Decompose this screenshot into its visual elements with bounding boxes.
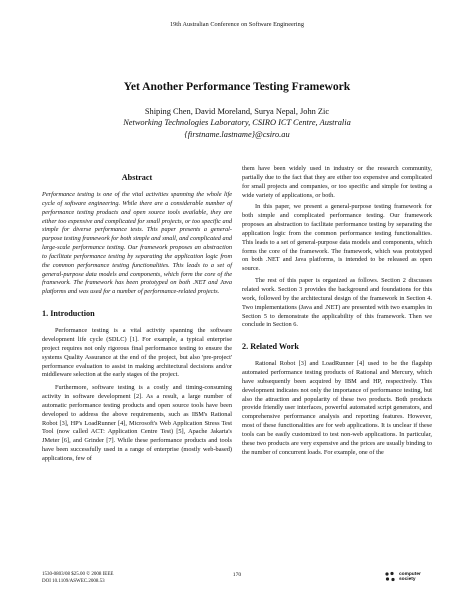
- abstract-heading: Abstract: [121, 173, 153, 182]
- related-work-heading: 2. Related Work: [242, 342, 299, 352]
- conference-header: 19th Australian Conference on Software Engineering: [170, 21, 304, 28]
- author-email: {firstname.lastname}@csiro.au: [184, 129, 290, 139]
- introduction-heading: 1. Introduction: [42, 309, 95, 319]
- author-names: Shiping Chen, David Moreland, Surya Nepal, John Zic: [144, 107, 330, 116]
- left-column: [42, 173, 232, 464]
- author-affiliation: Networking Technologies Laboratory, CSIRO ICT Centre, Australia: [123, 118, 351, 128]
- footer-doi: DOI 10.1109/ASWEC.2008.53: [42, 578, 105, 584]
- intro-paragraph-1: Performance testing is a vital activity spanning the software development life cycle (SDLC) [1]. For example, a typical enterprise project requires not only rigorous final performance testing to ensure the systems Quality Assurance at the end of the project, but also 'pre-project' performance evaluation to assist in making architectural decisions and/or middleware selection at the early stages of the project.: [42, 327, 232, 379]
- intro-paragraph-2: Furthermore, software testing is a costly and timing-consuming activity in software development [2]. As a result, a large number of automatic performance testing products and open source tools have been developed to address the above requirements, such as IBM's Rational Robot [3], HP's LoadRunner [4], Microsoft's Web Application Stress Test Tool (now called ACT: Application Centre Test) [5], Apache Jakarta's JMeter [6], and Grinder [7]. While these performance products and tools have been successfully used in a range of enterprise (mostly web-based) applications, few of: [42, 384, 232, 462]
- right-column: [242, 165, 432, 457]
- logo-text-computer: computer: [399, 571, 421, 577]
- related-work-paragraph: Rational Robot [3] and LoadRunner [4] used to be the flagship automated performance testing products of Rational and Mercury, which have subsequently been acquired by IBM and HP, respectively. This development indicates not only the importance of performance testing, but also the attraction and popularity of these two products. Both products provide friendly user interfaces, powerful automated script generators, and comprehensive performance analysis and reporting features. However, most of these functionalities are for web applications. It is unclear if these tools can be easily customized to test non-web applications. In particular, these two products are very expensive and the prices are usually binding to the number of concurrent loads. For example, one of the: [242, 360, 432, 456]
- intro-paragraph-continued: them have been widely used in industry or the research community, partially due to the fact that they are either too expensive and complicated for small projects and companies, or too specific and simple for testing a wide variety of applications, or both.: [242, 165, 432, 199]
- abstract-text: Performance testing is one of the vital activities spanning the whole life cycle of software engineering. While there are a considerable number of performance testing products and open source tools available, they are either too expensive and complicated for small projects, or too specific and simple for diverse performance tests. This paper presents a general-purpose testing framework for both simple and small, and complicated and large-scale performance testing. Our framework proposes an abstraction to facilitate performance testing by separating the application logic from the common performance testing functionalities. This leads to a set of general-purpose data models and components, which form the core of the framework. The framework has been prototyped on both .NET and Java platforms and was used for a number of performance-related projects.: [42, 191, 232, 296]
- computer-society-logo: [383, 568, 431, 586]
- paper-title: Yet Another Performance Testing Framework: [123, 80, 351, 93]
- intro-paragraph-framework: In this paper, we present a general-purpose testing framework for both simple and complicated performance testing. Our framework proposes an abstraction to facilitate performance testing by separating the application logic from the common performance testing functionalities. This leads to a set of general-purpose data models and components, which forms the core of the framework. The framework, which was prototyped on both .NET and Java platforms, is intended to be released as open source.: [242, 203, 432, 273]
- computer-society-icon: [383, 570, 397, 584]
- author-block: [0, 106, 474, 140]
- footer-issn: 1530-0803/08 $25.00 © 2008 IEEE: [42, 572, 114, 577]
- intro-paragraph-organization: The rest of this paper is organized as follows. Section 2 discusses related work. Section 3 provides the background and foundations for this work, followed by the architectural design of the framework in Section 4. Two implementations (Java and .NET) are presented with two examples in Section 5 to demonstrate the applicability of this framework. Then we conclude in Section 6.: [242, 277, 432, 329]
- logo-text-society: society: [399, 577, 416, 582]
- page-number: 170: [232, 572, 242, 578]
